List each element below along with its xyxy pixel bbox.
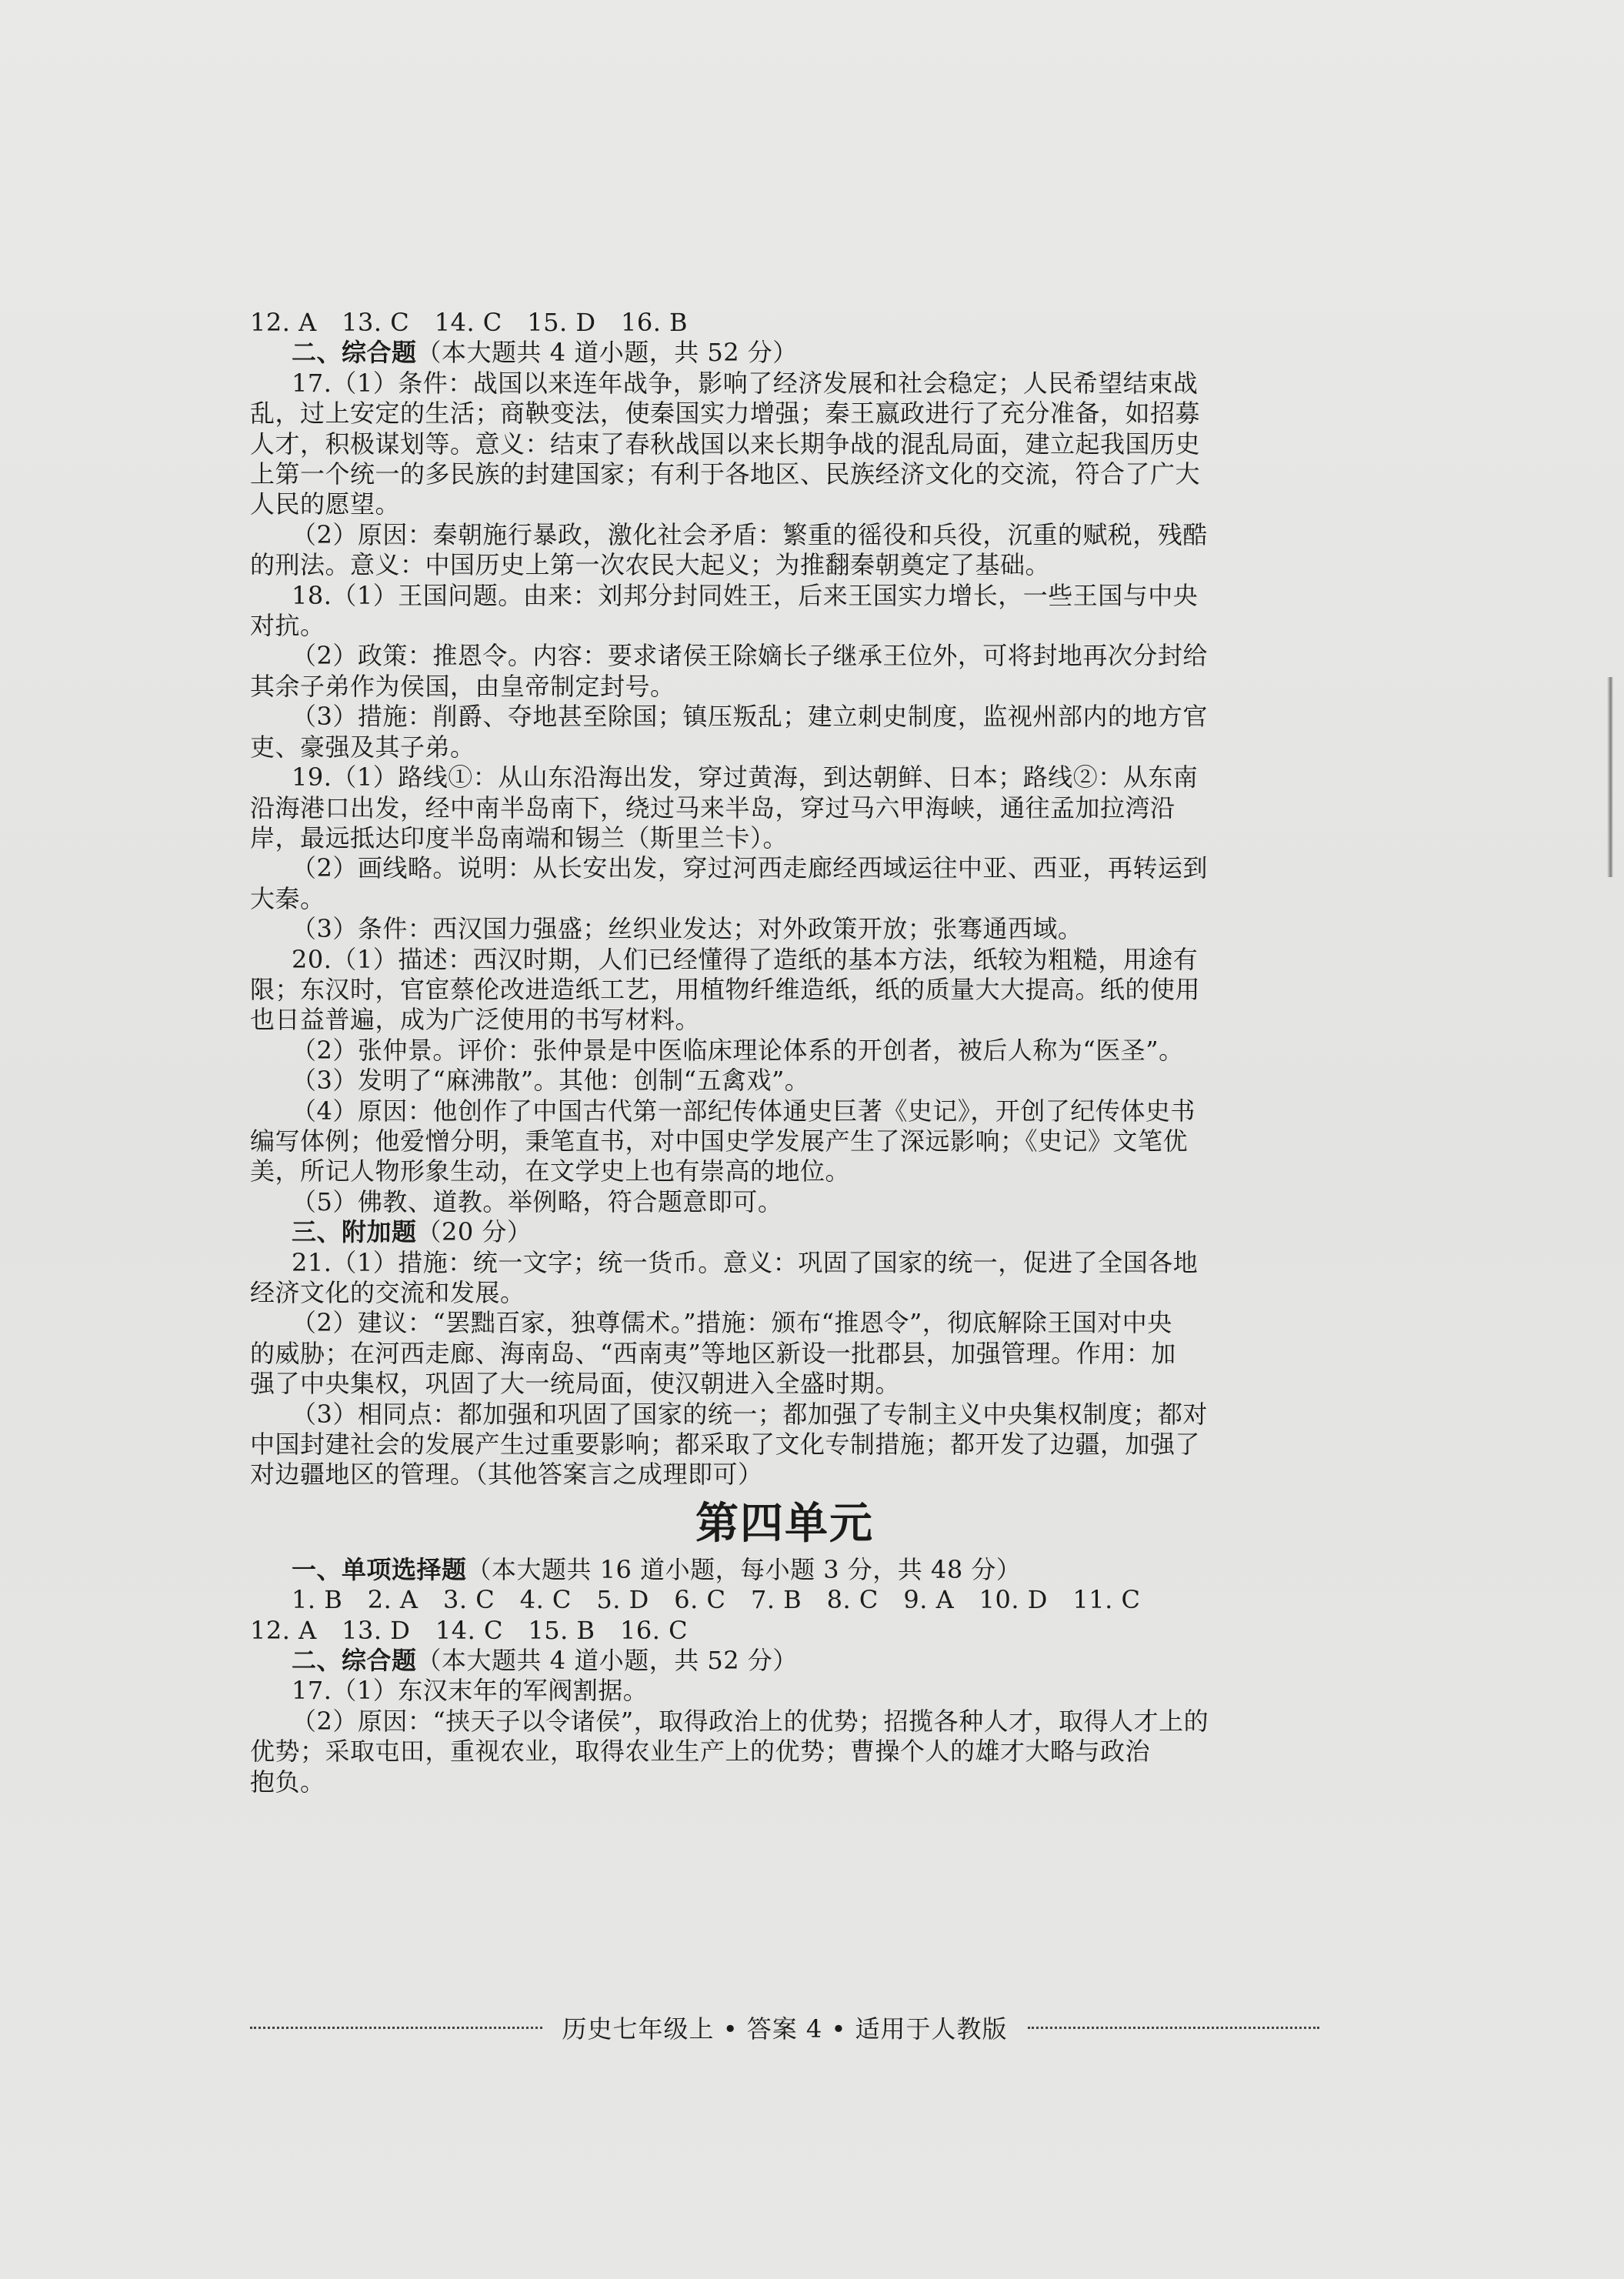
answer-line: 其余子弟作为侯国，由皇帝制定封号。 xyxy=(250,671,675,701)
page-edge-shadow xyxy=(1607,677,1613,877)
heading-note: （本大题共 4 道小题，共 52 分） xyxy=(416,1646,798,1676)
answer-line: 经济文化的交流和发展。 xyxy=(250,1278,525,1307)
answer-line: （2）张仲景。评价：张仲景是中医临床理论体系的开创者，被后人称为“医圣”。 xyxy=(292,1035,1184,1065)
heading-label: 三、附加题 xyxy=(292,1217,417,1247)
answer-line: （4）原因：他创作了中国古代第一部纪传体通史巨著《史记》，开创了纪传体史书 xyxy=(292,1096,1195,1126)
answer-content xyxy=(250,308,1319,1797)
answer-line: （3）相同点：都加强和巩固了国家的统一；都加强了专制主义中央集权制度；都对 xyxy=(292,1399,1208,1429)
heading-label: 二、综合题 xyxy=(292,1646,417,1676)
heading-label: 一、单项选择题 xyxy=(292,1554,467,1584)
section-heading-comprehensive xyxy=(250,338,1319,368)
answer-line: 17.（1）条件：战国以来连年战争，影响了经济发展和社会稳定；人民希望结束战 xyxy=(292,368,1199,398)
answer-line: （2）原因：“挟天子以令诸侯”，取得政治上的优势；招揽各种人才，取得人才上的 xyxy=(292,1706,1209,1736)
answer-line: 对边疆地区的管理。（其他答案言之成理即可） xyxy=(250,1460,763,1490)
answer-line: （2）建议：“罢黜百家，独尊儒术。”措施：颁布“推恩令”，彻底解除王国对中央 xyxy=(292,1308,1172,1338)
mc-answers: 12. A 13. D 14. C 15. B 16. C xyxy=(250,1615,689,1645)
section-heading-comprehensive xyxy=(250,1646,1319,1676)
answer-line: 17.（1）东汉末年的军阀割据。 xyxy=(292,1676,649,1706)
heading-note: （本大题共 4 道小题，共 52 分） xyxy=(416,338,798,368)
answer-line: 人才，积极谋划等。意义：结束了春秋战国以来长期争战的混乱局面，建立起我国历史 xyxy=(250,429,1201,459)
answer-line: 编写体例；他爱憎分明，秉笔直书，对中国史学发展产生了深远影响；《史记》文笔优 xyxy=(250,1126,1189,1156)
answer-line: 18.（1）王国问题。由来：刘邦分封同姓王，后来王国实力增长，一些王国与中央 xyxy=(292,580,1199,610)
answer-line: （5）佛教、道教。举例略，符合题意即可。 xyxy=(292,1186,783,1216)
answer-line: 21.（1）措施：统一文字；统一货币。意义：巩固了国家的统一，促进了全国各地 xyxy=(292,1247,1199,1277)
answer-line: 19.（1）路线①：从山东沿海出发，穿过黄海，到达朝鲜、日本；路线②：从东南 xyxy=(292,762,1199,792)
section-heading-bonus xyxy=(250,1217,1319,1247)
answer-line: 限；东汉时，官宦蔡伦改进造纸工艺，用植物纤维造纸，纸的质量大大提高。纸的使用 xyxy=(250,974,1201,1004)
footer-label: 历史七年级上 • 答案 4 • 适用于人教版 xyxy=(562,2014,1008,2044)
page-footer xyxy=(250,2009,1319,2046)
mc-answers: 1. B 2. A 3. C 4. C 5. D 6. C 7. B 8. C 9. A 10. D 11. C xyxy=(292,1585,1141,1615)
heading-note: （20 分） xyxy=(416,1217,532,1247)
footer-dotted-rule-right xyxy=(1028,2027,1320,2029)
footer-dotted-rule-left xyxy=(250,2027,542,2029)
answer-line: （2）政策：推恩令。内容：要求诸侯王除嫡长子继承王位外，可将封地再次分封给 xyxy=(292,641,1208,671)
answer-line: （2）原因：秦朝施行暴政，激化社会矛盾：繁重的徭役和兵役，沉重的赋税，残酷 xyxy=(292,519,1208,549)
answer-line: 乱，过上安定的生活；商鞅变法，使秦国实力增强；秦王嬴政进行了充分准备，如招募 xyxy=(250,399,1201,429)
answer-line: 优势；采取屯田，重视农业，取得农业生产上的优势；曹操个人的雄才大略与政治 xyxy=(250,1737,1151,1767)
unit-title: 第四单元 xyxy=(695,1498,874,1549)
heading-label: 二、综合题 xyxy=(292,338,417,368)
answer-line: （2）画线略。说明：从长安出发，穿过河西走廊经西域运往中亚、西亚，再转运到 xyxy=(292,853,1208,883)
answer-line: 的刑法。意义：中国历史上第一次农民大起义；为推翻秦朝奠定了基础。 xyxy=(250,550,1051,580)
answer-line: （3）条件：西汉国力强盛；丝织业发达；对外政策开放；张骞通西域。 xyxy=(292,914,1083,944)
heading-note: （本大题共 16 道小题，每小题 3 分，共 48 分） xyxy=(466,1554,1022,1584)
answer-line: 上第一个统一的多民族的封建国家；有利于各地区、民族经济文化的交流，符合了广大 xyxy=(250,459,1201,489)
mc-answers-tail: 12. A 13. C 14. C 15. D 16. B xyxy=(250,308,689,337)
answer-line: 对抗。 xyxy=(250,611,325,641)
answer-line: 也日益普遍，成为广泛使用的书写材料。 xyxy=(250,1005,701,1035)
answer-line: 大秦。 xyxy=(250,883,325,913)
answer-line: （3）发明了“麻沸散”。其他：创制“五禽戏”。 xyxy=(292,1066,810,1096)
answer-line: （3）措施：削爵、夺地甚至除国；镇压叛乱；建立刺史制度，监视州部内的地方官 xyxy=(292,702,1208,732)
answer-line: 中国封建社会的发展产生过重要影响；都采取了文化专制措施；都开发了边疆，加强了 xyxy=(250,1430,1201,1460)
answer-line: 吏、豪强及其子弟。 xyxy=(250,732,475,762)
answer-line: 美，所记人物形象生动，在文学史上也有崇高的地位。 xyxy=(250,1156,851,1186)
answer-line: 沿海港口出发，经中南半岛南下，绕过马来半岛，穿过马六甲海峡，通往孟加拉湾沿 xyxy=(250,792,1175,823)
answer-line: 人民的愿望。 xyxy=(250,489,401,519)
section-heading-single-choice xyxy=(250,1555,1319,1585)
answer-line: 的威胁；在河西走廊、海南岛、“西南夷”等地区新设一批郡县，加强管理。作用：加 xyxy=(250,1338,1176,1368)
answer-line: 20.（1）描述：西汉时期，人们已经懂得了造纸的基本方法，纸较为粗糙，用途有 xyxy=(292,944,1199,974)
answer-line: 抱负。 xyxy=(250,1767,325,1797)
answer-line: 岸，最远抵达印度半岛南端和锡兰（斯里兰卡）。 xyxy=(250,823,789,853)
answer-line: 强了中央集权，巩固了大一统局面，使汉朝进入全盛时期。 xyxy=(250,1369,901,1399)
